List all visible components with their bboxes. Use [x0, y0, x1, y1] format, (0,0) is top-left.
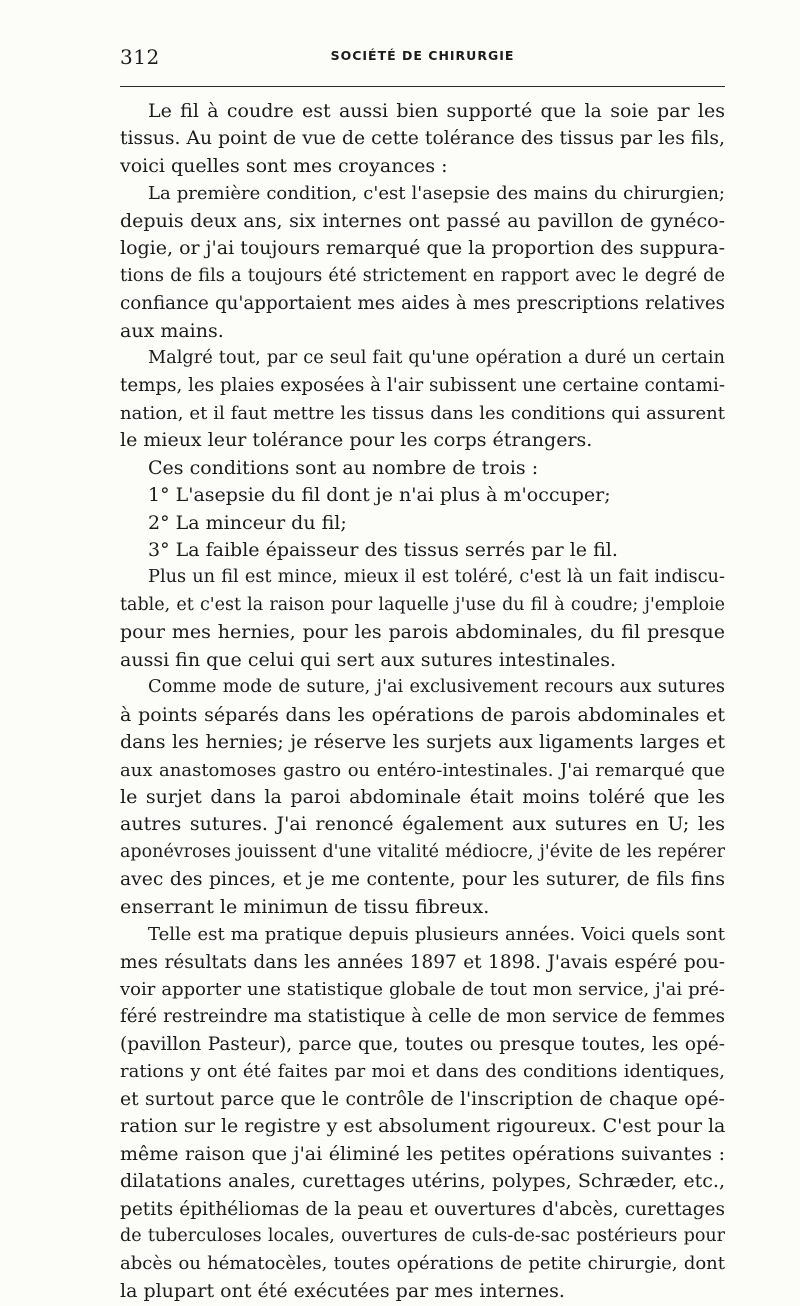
text-line: petits épithéliomas de la peau et ouvertures d'abcès, curettages	[120, 1198, 725, 1220]
text-line: enserrant le minimun de tissu fibreux.	[120, 895, 490, 918]
text-line: depuis deux ans, six internes ont passé au pavillon de gynéco-	[120, 209, 725, 232]
text-line: nation, et il faut mettre les tissus dans les conditions qui assurent	[120, 402, 725, 424]
text-line: féré restreindre ma statistique à celle de mon service de femmes	[120, 1006, 725, 1028]
text-line: Ces conditions sont au nombre de trois :	[148, 456, 539, 479]
page-number: 312	[120, 45, 160, 69]
text-line: aponévroses jouissent d'une vitalité médiocre, j'évite de les repérer	[120, 841, 725, 862]
text-line: logie, or j'ai toujours remarqué que la proportion des suppura-	[120, 237, 725, 260]
text-line: Plus un fil est mince, mieux il est toléré, c'est là un fait indiscu-	[148, 567, 725, 588]
text-line: dilatations anales, curettages utérins, polypes, Schræder, etc.,	[120, 1170, 725, 1193]
text-line: le mieux leur tolérance pour les corps étrangers.	[120, 429, 593, 452]
text-line: Comme mode de suture, j'ai exclusivement recours aux sutures	[148, 677, 725, 698]
text-line: tissus. Au point de vue de cette tolérance des tissus par les fils,	[120, 128, 725, 150]
list-item: 1° L'asepsie du fil dont je n'ai plus à m'occuper;	[148, 484, 611, 507]
journal-title: SOCIÉTÉ DE CHIRURGIE	[330, 48, 515, 63]
text-line: confiance qu'apportaient mes aides à mes prescriptions relatives	[120, 293, 725, 315]
text-line: même raison que j'ai éliminé les petites opérations suivantes :	[120, 1142, 725, 1165]
text-line: voir apporter une statistique globale de tout mon service, j'ai pré-	[120, 979, 725, 1000]
text-line: Le fil à coudre est aussi bien supporté que la soie par les	[148, 100, 725, 122]
list-item: 3° La faible épaisseur des tissus serrés par le fil.	[148, 539, 618, 561]
text-line: tions de fils a toujours été strictement en rapport avec le degré de	[120, 265, 725, 286]
text-line: aux anastomoses gastro ou entéro-intestinales. J'ai remarqué que	[120, 759, 725, 781]
text-line: et surtout parce que le contrôle de l'inscription de chaque opé-	[120, 1088, 725, 1110]
text-line: le surjet dans la paroi abdominale était moins toléré que les	[120, 785, 725, 808]
text-line: temps, les plaies exposées à l'air subissent une certaine contami-	[120, 375, 725, 397]
text-line: dans les hernies; je réserve les surjets aux ligaments larges et	[120, 731, 725, 754]
text-line: mes résultats dans les années 1897 et 1898. J'avais espéré pou-	[120, 951, 725, 973]
text-line: abcès ou hématocèles, toutes opérations de petite chirurgie, dont	[120, 1253, 725, 1275]
text-line: Malgré tout, par ce seul fait qu'une opération a duré un certain	[148, 347, 725, 368]
body-text	[120, 98, 725, 1305]
text-line: voici quelles sont mes croyances :	[120, 154, 448, 177]
text-line: de tuberculoses locales, ouvertures de culs-de-sac postérieurs pour	[120, 1225, 725, 1246]
text-line: aussi fin que celui qui sert aux sutures intestinales.	[120, 648, 617, 671]
text-line: La première condition, c'est l'asepsie des mains du chirurgien;	[148, 183, 725, 205]
text-line: autres sutures. J'ai renoncé également aux sutures en U; les	[120, 813, 725, 836]
text-line: (pavillon Pasteur), parce que, toutes ou presque toutes, les opé-	[120, 1033, 725, 1055]
text-line: rations y ont été faites par moi et dans des conditions identiques,	[120, 1061, 725, 1083]
text-line: table, et c'est la raison pour laquelle j'use du fil à coudre; j'emploie	[120, 594, 725, 615]
text-line: aux mains.	[120, 319, 224, 342]
text-line: la plupart ont été exécutées par mes internes.	[120, 1279, 565, 1302]
text-line: ration sur le registre y est absolument rigoureux. C'est pour la	[120, 1115, 726, 1138]
text-line: avec des pinces, et je me contente, pour les suturer, de fils fins	[120, 869, 725, 891]
running-head	[120, 44, 725, 74]
text-line: Telle est ma pratique depuis plusieurs années. Voici quels sont	[148, 924, 725, 946]
header-rule	[120, 86, 725, 87]
text-line: pour mes hernies, pour les parois abdominales, du fil presque	[120, 621, 725, 644]
text-line: à points séparés dans les opérations de parois abdominales et	[120, 703, 725, 726]
list-item: 2° La minceur du fil;	[148, 511, 347, 534]
